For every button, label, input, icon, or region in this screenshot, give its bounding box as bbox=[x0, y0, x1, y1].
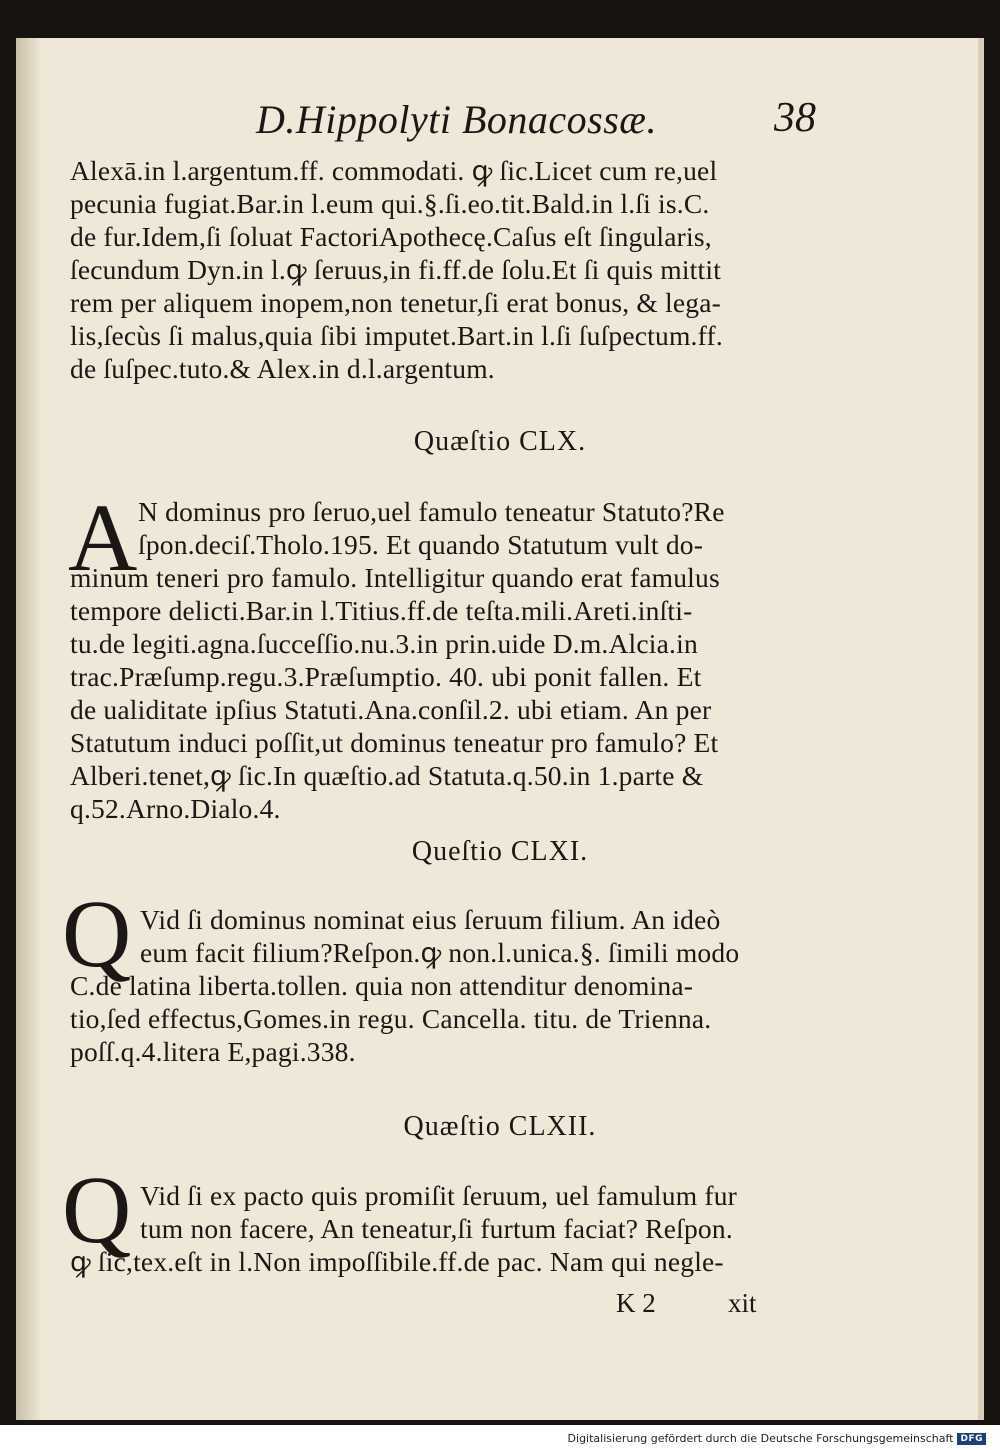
text-line: de ualiditate ipſius Statuti.Ana.conſil.2. ubi etiam. An per bbox=[70, 694, 712, 725]
drop-cap-q: Q bbox=[62, 1156, 132, 1263]
drop-cap-q: Q bbox=[62, 880, 132, 987]
text-line: Vid ſi dominus nominat eius ſeruum filium. An ideò bbox=[140, 904, 721, 935]
text-line: tum non facere, An teneatur,ſi furtum faciat? Reſpon. bbox=[140, 1213, 733, 1244]
signature-mark: K 2 bbox=[616, 1288, 656, 1318]
section-heading-clx: Quæſtio CLX. bbox=[413, 426, 587, 457]
text-line: ſecundum Dyn.in l.ꝙ ſeruus,in fi.ff.de ſolu.Et ſi quis mittit bbox=[70, 254, 722, 285]
section-heading-clxii: Quæſtio CLXII. bbox=[403, 1111, 597, 1142]
text-line: tu.de legiti.agna.ſucceſſio.nu.3.in prin.uide D.m.Alcia.in bbox=[70, 628, 698, 659]
text-line: de ſuſpec.tuto.& Alex.in d.l.argentum. bbox=[70, 353, 495, 384]
page-number: 38 bbox=[774, 95, 816, 141]
text-line: pecunia fugiat.Bar.in l.eum qui.§.ſi.eo.tit.Bald.in l.ſi is.C. bbox=[70, 188, 710, 219]
text-line: tio,ſed effectus,Gomes.in regu. Cancella. titu. de Trienna. bbox=[70, 1003, 712, 1034]
dfg-logo: DFG bbox=[957, 1433, 986, 1445]
running-head bbox=[256, 96, 816, 146]
text-line: Alexā.in l.argentum.ff. commodati. ꝙ ſic.Licet cum re,uel bbox=[70, 155, 718, 186]
text-line: ſpon.deciſ.Tholo.195. Et quando Statutum vult do- bbox=[138, 529, 704, 560]
text-line: C.de latina liberta.tollen. quia non attenditur denomina- bbox=[70, 970, 694, 1001]
section-heading-clxi: Queſtio CLXI. bbox=[411, 836, 589, 867]
running-title: D.Hippolyti Bonacossæ. bbox=[256, 97, 657, 142]
text-line: poſſ.q.4.litera E,pagi.338. bbox=[70, 1036, 356, 1067]
text-line: minum teneri pro famulo. Intelligitur quando erat famulus bbox=[70, 562, 720, 593]
text-line: de fur.Idem,ſi ſoluat FactoriApothecę.Caſus eſt ſingularis, bbox=[70, 221, 712, 252]
text-line: Vid ſi ex pacto quis promiſit ſeruum, uel famulum fur bbox=[140, 1180, 738, 1211]
text-line: tempore delicti.Bar.in l.Titius.ff.de teſta.mili.Areti.inſti- bbox=[70, 595, 693, 626]
digitization-credit bbox=[568, 1432, 986, 1445]
catchword: xit bbox=[728, 1288, 757, 1318]
text-line: ꝙ ſic,tex.eſt in l.Non impoſſibile.ff.de pac. Nam qui negle- bbox=[70, 1246, 724, 1277]
text-line: rem per aliquem inopem,non tenetur,ſi erat bonus, & lega- bbox=[70, 287, 722, 318]
text-line: q.52.Arno.Dialo.4. bbox=[70, 793, 281, 824]
text-line: trac.Præſump.regu.3.Præſumptio. 40. ubi ponit fallen. Et bbox=[70, 661, 702, 692]
drop-cap-a: A bbox=[68, 484, 138, 591]
text-line: Statutum induci poſſit,ut dominus teneatur pro famulo? Et bbox=[70, 727, 719, 758]
text-line: eum facit filium?Reſpon.ꝙ non.l.unica.§. ſimili modo bbox=[140, 937, 740, 968]
text-line: N dominus pro ſeruo,uel famulo teneatur Statuto?Re bbox=[138, 496, 725, 527]
text-line: Alberi.tenet,ꝙ ſic.In quæſtio.ad Statuta.q.50.in 1.parte & bbox=[70, 760, 704, 791]
book-page bbox=[16, 38, 984, 1420]
credit-text: Digitalisierung gefördert durch die Deutsche Forschungsgemeinschaft bbox=[567, 1432, 954, 1445]
text-line: lis,ſecùs ſi malus,quia ſibi imputet.Bart.in l.ſi ſuſpectum.ff. bbox=[70, 320, 723, 351]
